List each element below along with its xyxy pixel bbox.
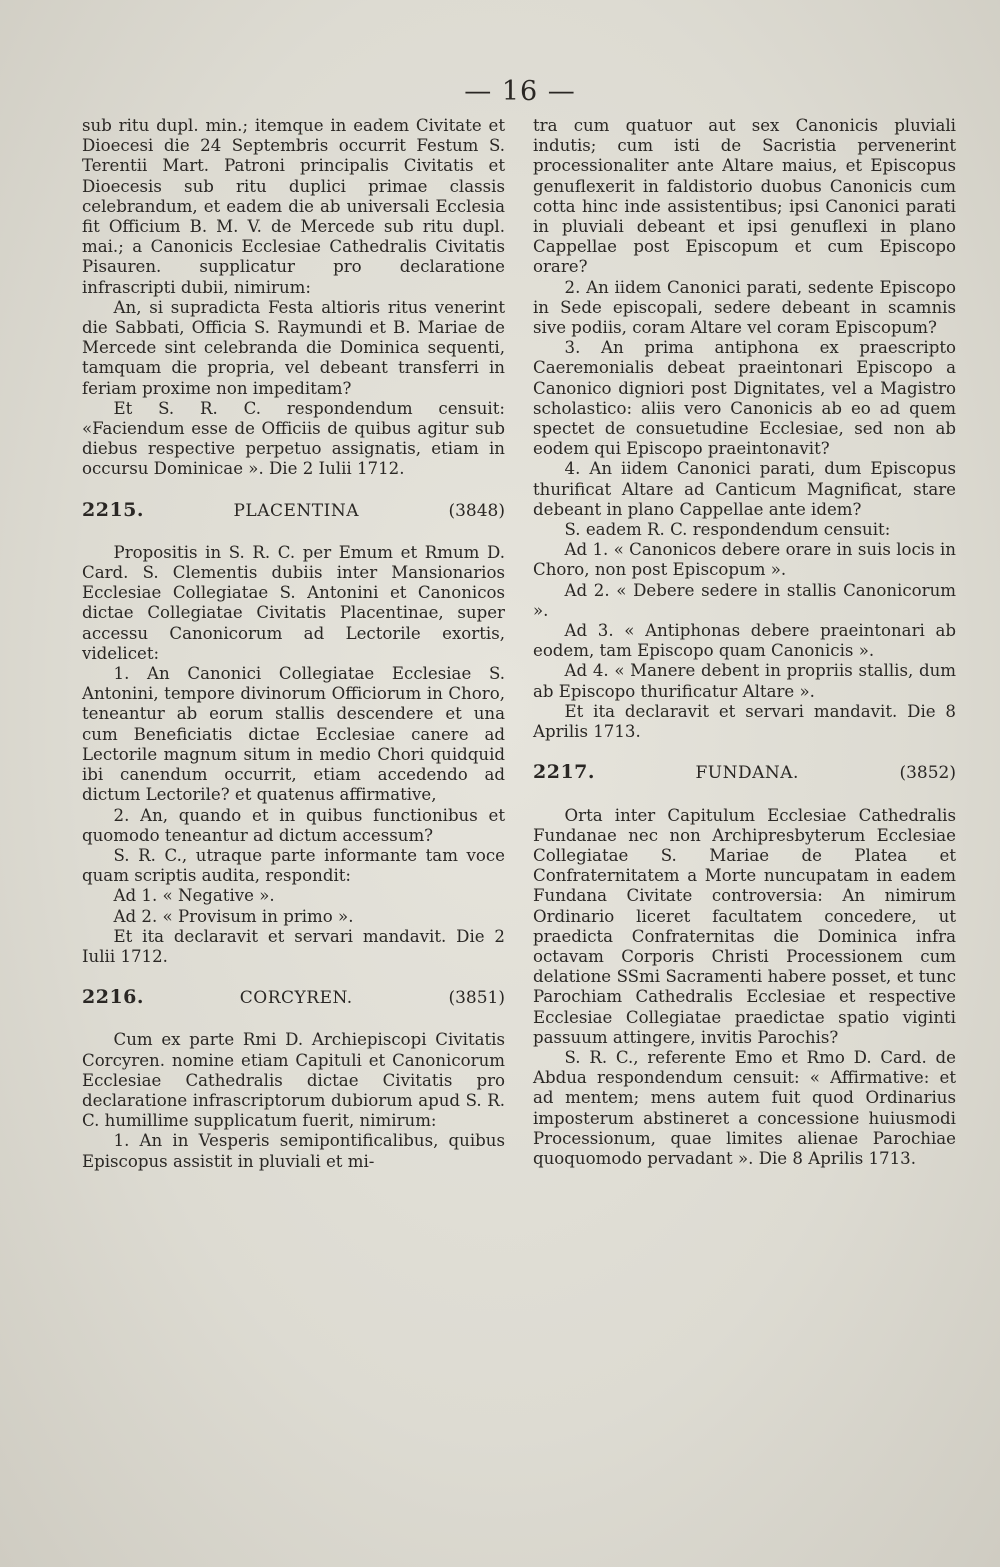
entry-paragraph: S. R. C., referente Emo et Rmo D. Card. de Abdua respondendum censuit: « Affirmative: et ad mentem; mens autem fuit quod Ordinarius imposterum abstineret a concessione huiusmodi Processionum, quae limites alienae Parochiae quoquomodo pervadant ». Die 8 Aprilis 1713. (533, 1047, 956, 1168)
response-paragraph: S. eadem R. C. respondendum censuit: (564, 520, 891, 540)
entry-paragraph: S. R. C., utraque parte informante tam voce quam scriptis audita, respondit: (82, 845, 505, 886)
entry-number: 2216. (82, 986, 144, 1009)
entry-place: PLACENTINA (233, 500, 359, 521)
response-paragraph: Et S. R. C. respondendum censuit: «Faciendum esse de Officiis de quibus agitur sub diebus respective perpetuo assignatis, etiam in occursu Dominicae ». Die 2 Iulii 1712. (82, 398, 505, 479)
left-column (82, 116, 505, 1172)
dubium-paragraph: An, si supradicta Festa altioris ritus venerint die Sabbati, Officia S. Raymundi et B. Mariae de Mercede sint celebranda die Dominica sequenti, tamquam die propria, vel debeant transferri in feriam proxime non impeditam? (82, 297, 505, 398)
entry-paragraph: Ad 2. « Provisum in primo ». (113, 906, 354, 926)
entry-number: 2217. (533, 761, 595, 784)
entry-paragraph: Ad 1. « Negative ». (113, 886, 275, 906)
page-number: — 16 — (464, 76, 576, 107)
dubium-paragraph: 2. An iidem Canonici parati, sedente Episcopo in Sede episcopali, sedere debeant in scamnis sive podiis, coram Altare vel coram Episcopum? (533, 277, 956, 338)
entry-paragraph: 1. An in Vesperis semipontificalibus, quibus Episcopus assistit in pluviali et mi- (82, 1131, 505, 1171)
entry-paragraph: Orta inter Capitulum Ecclesiae Cathedralis Fundanae nec non Archipresbyterum Ecclesiae Collegiatae S. Mariae de Platea et Confraternitatem a Morte nuncupatam in eadem Fundana Civitate controversia: An nimirum Ordinario liceret facultatem concedere, ut praedicta Confraternitas die Dominica infra octavam Corporis Christi Processionem cum delatione SSmi Sacramenti habere posset, et tunc Parochiam Cathedralis Ecclesiae et respective Ecclesiae Collegiatae praedictae spatio viginti passuum attingere, invitis Parochis? (533, 805, 956, 1047)
continuation-paragraph: tra cum quatuor aut sex Canonicis pluviali indutis; cum isti de Sacristia pervenerint processionaliter ante Altare maius, et Episcopus genuflexerit in faldistorio duobus Canonicis cum cotta hinc inde assistentibus; ipsi Canonici parati in pluviali debeant et ipsi genuflexi in plano Cappellae post Episcopum et cum Episcopo orare? (533, 116, 956, 277)
entry-heading-2216 (82, 987, 505, 1008)
right-column (533, 116, 956, 1169)
response-paragraph: Ad 1. « Canonicos debere orare in suis locis in Choro, non post Episcopum ». (533, 540, 956, 580)
entry-paragraph: Cum ex parte Rmi D. Archiepiscopi Civitatis Corcyren. nomine etiam Capituli et Canonicorum Ecclesiae Cathedralis dictae Civitatis pro declaratione infrascriptorum dubiorum apud S. R. C. humillime supplicatum fuerit, nimirum: (82, 1030, 505, 1131)
entry-paragraph: Propositis in S. R. C. per Emum et Rmum D. Card. S. Clementis dubiis inter Mansionarios Ecclesiae Collegiatae S. Antonini et Canonicos dictae Collegiatae Civitatis Placentinae, super accessu Canonicorum ad Lectorile exortis, videlicet: (82, 542, 505, 663)
entry-heading-2215 (82, 500, 505, 521)
response-paragraph: Ad 4. « Manere debent in propriis stallis, dum ab Episcopo thurificatur Altare ». (533, 661, 956, 701)
entry-reference: (3852) (899, 763, 956, 784)
entry-place: CORCYREN. (239, 988, 353, 1009)
entry-reference: (3851) (448, 988, 505, 1009)
dubium-paragraph: 3. An prima antiphona ex praescripto Caeremonialis debeat praeintonari Episcopo a Canonico digniori post Dignitates, vel a Magistro scholastico: aliis vero Canonicis ab eo ad quem spectet de consuetudine Ecclesiae, sed non ab eodem qui Episcopo praeintonavit? (533, 338, 956, 459)
response-paragraph: Ad 3. « Antiphonas debere praeintonari ab eodem, tam Episcopo quam Canonicis ». (533, 621, 956, 661)
entry-number: 2215. (82, 498, 144, 521)
dubium-paragraph: 4. An iidem Canonici parati, dum Episcopus thurificat Altare ad Canticum Magnificat, stare debeant in plano Cappellae ante idem? (533, 459, 956, 519)
response-paragraph: Ad 2. « Debere sedere in stallis Canonicorum ». (533, 580, 956, 620)
entry-paragraph: Et ita declaravit et servari mandavit. Die 2 Iulii 1712. (82, 926, 505, 966)
entry-paragraph: 2. An, quando et in quibus functionibus et quomodo teneantur ad dictum accessum? (82, 805, 505, 845)
intro-paragraph: sub ritu dupl. min.; itemque in eadem Civitate et Dioecesi die 24 Septembris occurrit Festum S. Terentii Mart. Patroni principalis Civitatis et Dioecesis sub ritu duplici primae classis celebrandum, et eadem die ab universali Ecclesia fit Officium B. M. V. de Mercede sub ritu dupl. mai.; a Canonicis Ecclesiae Cathedralis Civitatis Pisauren. supplicatur pro declaratione infrascripti dubii, nimirum: (82, 116, 505, 297)
entry-paragraph: 1. An Canonici Collegiatae Ecclesiae S. Antonini, tempore divinorum Officiorum in Choro, teneantur ab eorum stallis descendere et una cum Beneficiatis dictae Ecclesiae canere ad Lectorile magnum situm in medio Chori quidquid ibi canendum occurrit, etiam accedendo ad dictum Lectorile? et quatenus affirmative, (82, 664, 505, 805)
entry-place: FUNDANA. (695, 763, 799, 784)
response-paragraph: Et ita declaravit et servari mandavit. Die 8 Aprilis 1713. (533, 701, 956, 742)
entry-reference: (3848) (448, 500, 505, 521)
entry-heading-2217 (533, 762, 956, 783)
